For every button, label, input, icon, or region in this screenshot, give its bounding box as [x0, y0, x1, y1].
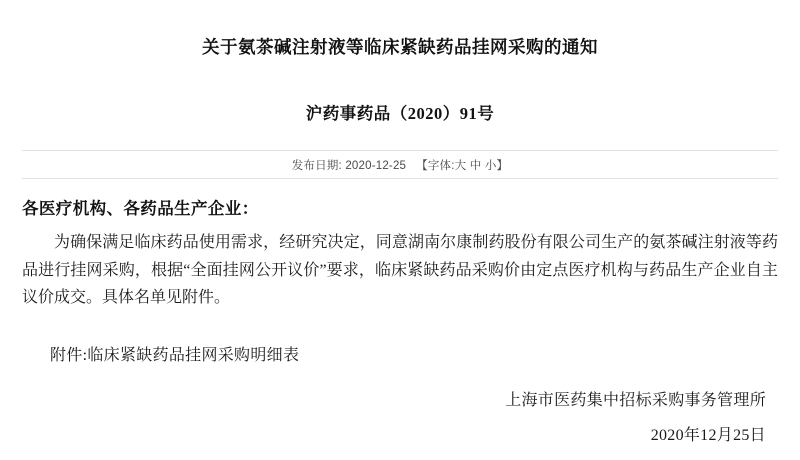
publish-date: 发布日期: 2020-12-25: [291, 159, 407, 172]
page-title: 关于氨茶碱注射液等临床紧缺药品挂网采购的通知: [202, 36, 598, 57]
body-paragraph: 为确保满足临床药品使用需求，经研究决定，同意湖南尔康制药股份有限公司生产的氨茶碱注射液等药品进行挂网采购，根据“全面挂网公开议价”要求，临床紧缺药品采购价由定点医疗机构与药品生产企业自主议价成交。具体名单见附件。: [22, 234, 778, 307]
issuer-signature: 上海市医药集中招标采购事务管理所: [505, 391, 766, 409]
attachment-line: 附件:临床紧缺药品挂网采购明细表: [50, 346, 300, 364]
page-left-margin-rule: [0, 12, 3, 460]
salutation: 各医疗机构、各药品生产企业：: [22, 199, 259, 219]
issue-date: 2020年12月25日: [650, 426, 766, 444]
font-size-control[interactable]: 【字体:大 中 小】: [416, 159, 509, 172]
document-number: 沪药事药品（2020）91号: [305, 104, 495, 124]
document-meta-bar: [22, 150, 778, 179]
document-page: [0, 12, 800, 460]
